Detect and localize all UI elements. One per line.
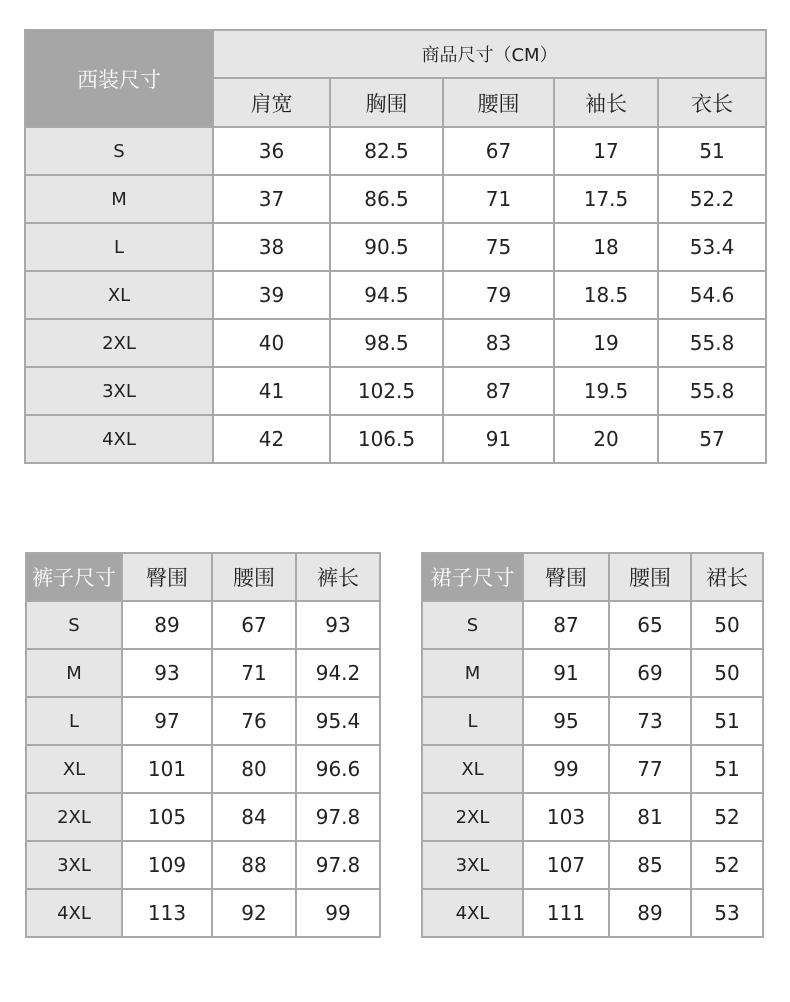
table-cell: 20 — [554, 415, 658, 463]
size-label: L — [25, 223, 213, 271]
table-cell: 50 — [691, 601, 763, 649]
table-cell: 52 — [691, 841, 763, 889]
table-row — [25, 319, 766, 367]
table-cell: 53 — [691, 889, 763, 937]
suit-group-label: 商品尺寸（CM） — [213, 30, 766, 78]
table-cell: 96.6 — [296, 745, 380, 793]
table-cell: 111 — [523, 889, 609, 937]
table-cell: 53.4 — [658, 223, 766, 271]
table-cell: 80 — [212, 745, 296, 793]
table-cell: 84 — [212, 793, 296, 841]
table-row — [422, 697, 763, 745]
column-header: 胸围 — [330, 78, 443, 127]
table-row — [422, 649, 763, 697]
table-row — [25, 175, 766, 223]
column-header: 腰围 — [443, 78, 554, 127]
table-cell: 99 — [296, 889, 380, 937]
column-header: 裤长 — [296, 553, 380, 601]
table-row — [25, 367, 766, 415]
table-cell: 77 — [609, 745, 691, 793]
size-label: XL — [26, 745, 122, 793]
table-cell: 98.5 — [330, 319, 443, 367]
table-cell: 82.5 — [330, 127, 443, 175]
size-label: 4XL — [25, 415, 213, 463]
table-cell: 37 — [213, 175, 330, 223]
size-label: M — [26, 649, 122, 697]
table-cell: 18 — [554, 223, 658, 271]
pants-size-table — [25, 552, 381, 938]
table-cell: 97 — [122, 697, 212, 745]
size-label: M — [422, 649, 523, 697]
size-label: 3XL — [25, 367, 213, 415]
table-row — [422, 793, 763, 841]
table-cell: 99 — [523, 745, 609, 793]
table-cell: 65 — [609, 601, 691, 649]
table-cell: 105 — [122, 793, 212, 841]
table-row — [422, 745, 763, 793]
size-label: 2XL — [25, 319, 213, 367]
size-label: 3XL — [26, 841, 122, 889]
table-row — [422, 889, 763, 937]
size-label: S — [25, 127, 213, 175]
table-cell: 76 — [212, 697, 296, 745]
table-cell: 89 — [122, 601, 212, 649]
table-cell: 102.5 — [330, 367, 443, 415]
table-cell: 40 — [213, 319, 330, 367]
table-header-row — [422, 553, 763, 601]
table-cell: 57 — [658, 415, 766, 463]
table-cell: 73 — [609, 697, 691, 745]
size-label: 4XL — [422, 889, 523, 937]
table-row — [25, 415, 766, 463]
table-cell: 67 — [443, 127, 554, 175]
table-cell: 88 — [212, 841, 296, 889]
column-header: 袖长 — [554, 78, 658, 127]
table-header-row — [26, 553, 380, 601]
table-cell: 39 — [213, 271, 330, 319]
table-cell: 87 — [443, 367, 554, 415]
size-label: 2XL — [422, 793, 523, 841]
table-cell: 19.5 — [554, 367, 658, 415]
table-cell: 51 — [691, 745, 763, 793]
table-cell: 97.8 — [296, 841, 380, 889]
suit-size-table — [24, 29, 767, 464]
table-cell: 95.4 — [296, 697, 380, 745]
table-cell: 93 — [122, 649, 212, 697]
table-cell: 71 — [443, 175, 554, 223]
table-cell: 51 — [658, 127, 766, 175]
column-header: 裙长 — [691, 553, 763, 601]
column-header: 肩宽 — [213, 78, 330, 127]
size-label: S — [26, 601, 122, 649]
table-cell: 75 — [443, 223, 554, 271]
table-cell: 67 — [212, 601, 296, 649]
table-row — [26, 841, 380, 889]
table-cell: 19 — [554, 319, 658, 367]
table-cell: 50 — [691, 649, 763, 697]
table-cell: 85 — [609, 841, 691, 889]
table-cell: 42 — [213, 415, 330, 463]
table-row — [26, 601, 380, 649]
table-cell: 87 — [523, 601, 609, 649]
column-header: 臀围 — [523, 553, 609, 601]
table-cell: 89 — [609, 889, 691, 937]
size-label: S — [422, 601, 523, 649]
table-row — [26, 745, 380, 793]
table-cell: 36 — [213, 127, 330, 175]
size-label: XL — [422, 745, 523, 793]
table-cell: 91 — [523, 649, 609, 697]
table-header-row — [25, 30, 766, 78]
table-cell: 103 — [523, 793, 609, 841]
table-cell: 83 — [443, 319, 554, 367]
table-cell: 91 — [443, 415, 554, 463]
table-row — [26, 793, 380, 841]
table-cell: 107 — [523, 841, 609, 889]
table-cell: 95 — [523, 697, 609, 745]
size-label: M — [25, 175, 213, 223]
table-cell: 41 — [213, 367, 330, 415]
table-cell: 71 — [212, 649, 296, 697]
table-cell: 52 — [691, 793, 763, 841]
size-label: 4XL — [26, 889, 122, 937]
table-row — [25, 223, 766, 271]
size-label: L — [422, 697, 523, 745]
table-cell: 51 — [691, 697, 763, 745]
table-cell: 55.8 — [658, 367, 766, 415]
table-row — [26, 649, 380, 697]
table-cell: 93 — [296, 601, 380, 649]
skirt-corner-label: 裙子尺寸 — [422, 553, 523, 601]
size-label: 2XL — [26, 793, 122, 841]
suit-corner-label: 西装尺寸 — [25, 30, 213, 127]
column-header: 腰围 — [609, 553, 691, 601]
table-cell: 90.5 — [330, 223, 443, 271]
table-cell: 18.5 — [554, 271, 658, 319]
column-header: 臀围 — [122, 553, 212, 601]
table-row — [422, 841, 763, 889]
table-cell: 94.2 — [296, 649, 380, 697]
table-cell: 109 — [122, 841, 212, 889]
size-label: L — [26, 697, 122, 745]
table-cell: 52.2 — [658, 175, 766, 223]
table-cell: 54.6 — [658, 271, 766, 319]
table-cell: 81 — [609, 793, 691, 841]
table-cell: 17 — [554, 127, 658, 175]
pants-corner-label: 裤子尺寸 — [26, 553, 122, 601]
table-row — [25, 271, 766, 319]
table-cell: 101 — [122, 745, 212, 793]
table-cell: 86.5 — [330, 175, 443, 223]
table-cell: 17.5 — [554, 175, 658, 223]
table-cell: 113 — [122, 889, 212, 937]
column-header: 衣长 — [658, 78, 766, 127]
table-row — [25, 127, 766, 175]
table-cell: 69 — [609, 649, 691, 697]
table-cell: 79 — [443, 271, 554, 319]
table-cell: 55.8 — [658, 319, 766, 367]
table-cell: 38 — [213, 223, 330, 271]
skirt-size-table — [421, 552, 764, 938]
column-header: 腰围 — [212, 553, 296, 601]
table-cell: 97.8 — [296, 793, 380, 841]
table-cell: 94.5 — [330, 271, 443, 319]
table-row — [422, 601, 763, 649]
table-row — [26, 697, 380, 745]
table-row — [26, 889, 380, 937]
table-cell: 92 — [212, 889, 296, 937]
size-label: 3XL — [422, 841, 523, 889]
table-cell: 106.5 — [330, 415, 443, 463]
size-label: XL — [25, 271, 213, 319]
